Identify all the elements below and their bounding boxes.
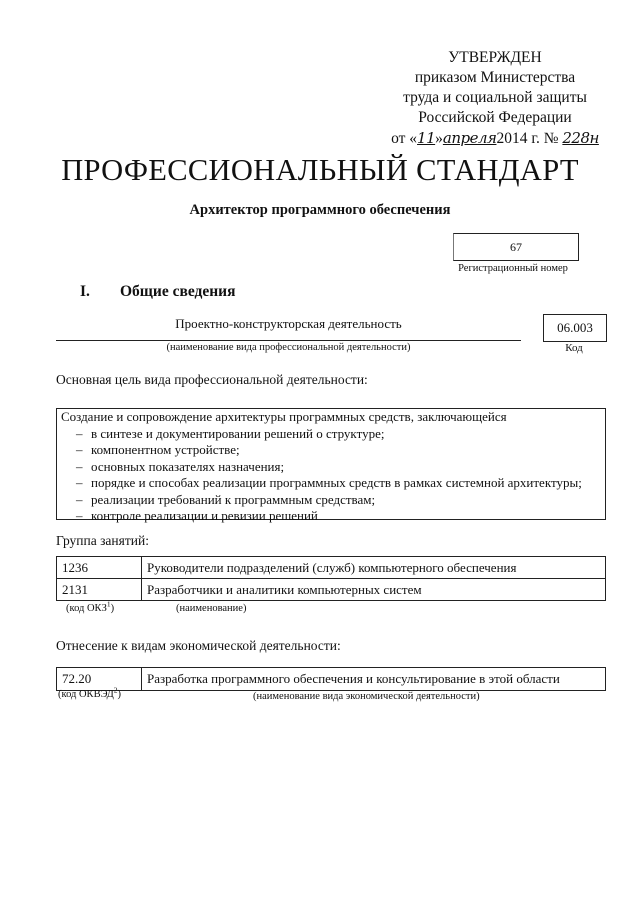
- date-prefix: от «: [391, 130, 418, 147]
- date-month: апреля: [442, 129, 497, 147]
- okz-name-caption: (наименование): [176, 603, 247, 614]
- registration-number-box: 67: [453, 233, 579, 261]
- section-title: Общие сведения: [120, 283, 236, 300]
- goal-label: Основная цель вида профессиональной деятельности:: [56, 372, 368, 387]
- document-subtitle: Архитектор программного обеспечения: [189, 202, 451, 218]
- goal-item: – компонентном устройстве;: [76, 442, 240, 457]
- date-day: 11: [417, 129, 436, 147]
- okved-name-cell: Разработка программного обеспечения и консультирование в этой области: [142, 668, 606, 691]
- approval-line4: Российской Федерации: [418, 109, 572, 126]
- approval-date-line: [380, 128, 610, 149]
- okz-name-cell: Разработчики и аналитики компьютерных систем: [142, 579, 606, 601]
- approval-line2: приказом Министерства: [414, 69, 576, 86]
- okved-code-caption: (код ОКВЭД$^2$): [58, 685, 122, 700]
- section-number: I.: [80, 283, 90, 300]
- occupation-group-label: Группа занятий:: [56, 533, 149, 548]
- activity-caption: (наименование вида профессиональной деятельности): [166, 342, 411, 353]
- approval-block: [380, 48, 610, 149]
- activity-underline: [56, 340, 521, 341]
- table-row: [57, 557, 606, 579]
- approval-line1: УТВЕРЖДЕН: [448, 49, 542, 66]
- okz-name-cell: Руководители подразделений (служб) компьютерного обеспечения: [142, 557, 606, 579]
- goal-item: – реализации требований к программным средствам;: [76, 491, 376, 507]
- activity-code-box: 06.003: [543, 314, 607, 342]
- economic-activity-table: [56, 667, 606, 691]
- date-year: 2014 г. №: [496, 130, 559, 147]
- approval-line3: труда и социальной защиты: [403, 89, 587, 106]
- goal-item: – основных показателях назначения;: [76, 458, 285, 474]
- economic-activity-label: Отнесение к видам экономической деятельности:: [56, 638, 341, 653]
- okved-code-cell: 72.20: [57, 668, 142, 691]
- date-mid: »: [435, 130, 443, 147]
- table-row: [57, 579, 606, 601]
- registration-number-caption: Регистрационный номер: [458, 263, 568, 274]
- goal-item: – порядке и способах реализации программных средств в рамках системной архитектуры;: [76, 475, 582, 490]
- okz-code-cell: 2131: [57, 579, 142, 601]
- activity-name: Проектно-конструкторская деятельность: [175, 316, 402, 331]
- goal-item: – контроле реализации и ревизии решений: [76, 508, 318, 523]
- goal-list: [61, 426, 601, 525]
- occupation-group-table: [56, 556, 606, 601]
- okved-name-caption: (наименование вида экономической деятельности): [253, 691, 480, 702]
- okz-code-caption: (код ОКЗ$^1$): [66, 599, 115, 614]
- table-row: [57, 668, 606, 691]
- order-number: 228н: [562, 129, 599, 147]
- document-title: ПРОФЕССИОНАЛЬНЫЙ СТАНДАРТ: [61, 153, 579, 187]
- goal-item: – в синтезе и документировании решений о структуре;: [76, 425, 385, 441]
- goal-lead: Создание и сопровождение архитектуры программных средств, заключающейся: [61, 409, 507, 424]
- okz-code-cell: 1236: [57, 557, 142, 579]
- goal-box: [56, 408, 606, 523]
- activity-code-caption: Код: [565, 342, 583, 354]
